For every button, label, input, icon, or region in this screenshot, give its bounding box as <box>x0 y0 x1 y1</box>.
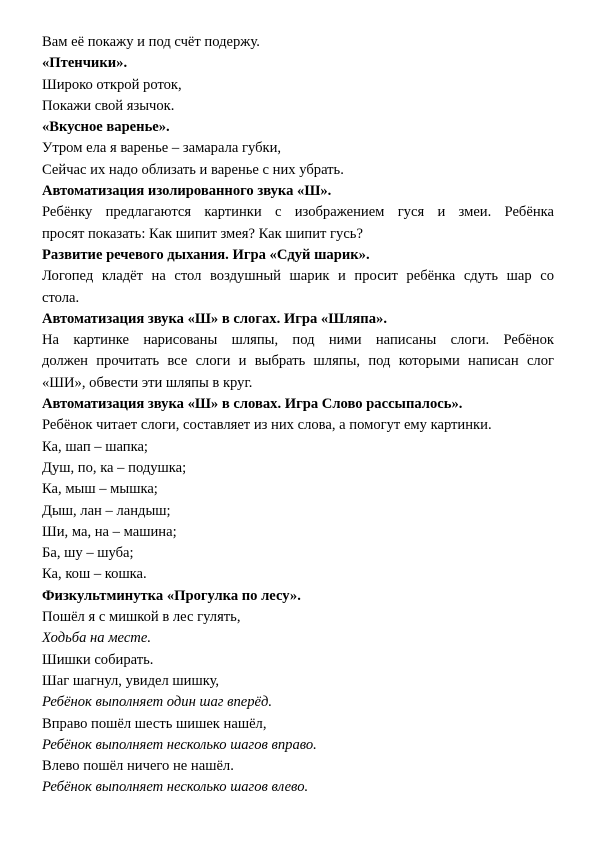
text-line: Сейчас их надо облизать и варенье с них убрать. <box>42 161 344 178</box>
word-item: Душ, по, ка – подушка; <box>42 459 187 476</box>
paragraph-line: должен прочитать все слоги и выбрать шляпы, под которыми написан слог <box>42 353 554 370</box>
instruction-line: Ребёнок выполняет несколько шагов вправо. <box>42 736 317 753</box>
word-item: Ба, шу – шуба; <box>42 545 134 562</box>
paragraph-line: Ребёнок читает слоги, составляет из них слова, а помогут ему картинки. <box>42 417 492 434</box>
instruction-line: Ходьба на месте. <box>42 630 151 647</box>
verse-line: Пошёл я с мишкой в лес гулять, <box>42 609 241 626</box>
word-item: Ши, ма, на – машина; <box>42 523 177 540</box>
word-item: Ка, шап – шапка; <box>42 438 148 455</box>
verse-line: Шаг шагнул, увидел шишку, <box>42 672 220 689</box>
paragraph-line: Логопед кладёт на стол воздушный шарик и просит ребёнка сдуть шар со <box>42 268 554 285</box>
instruction-line: Ребёнок выполняет один шаг вперёд. <box>42 694 273 711</box>
paragraph-line: просят показать: Как шипит змея? Как шипит гусь? <box>42 225 363 242</box>
text-line: Покажи свой язычок. <box>42 97 175 114</box>
heading-fizkultminutka: Физкультминутка «Прогулка по лесу». <box>42 587 301 604</box>
text-line: Широко открой роток, <box>42 76 182 93</box>
heading-izolirovannyi: Автоматизация изолированного звука «Ш». <box>42 183 332 200</box>
text-line: Вам её покажу и под счёт подержу. <box>42 34 260 50</box>
verse-line: Шишки собирать. <box>42 651 154 668</box>
word-item: Дыш, лан – ландыш; <box>42 502 171 519</box>
word-item: Ка, мыш – мышка; <box>42 481 158 498</box>
paragraph-line: На картинке нарисованы шляпы, под ними написаны слоги. Ребёнок <box>42 332 554 349</box>
paragraph-line: Ребёнку предлагаются картинки с изображением гуся и змеи. Ребёнка <box>42 204 554 221</box>
instruction-line: Ребёнок выполняет несколько шагов влево. <box>42 779 309 796</box>
text-line: Утром ела я варенье – замарала губки, <box>42 140 282 157</box>
heading-slogi: Автоматизация звука «Ш» в слогах. Игра «Шляпа». <box>42 310 387 327</box>
heading-slova: Автоматизация звука «Ш» в словах. Игра Слово рассыпалось». <box>42 396 463 413</box>
document-page <box>42 32 554 799</box>
verse-line: Влево пошёл ничего не нашёл. <box>42 758 234 775</box>
heading-varenie: «Вкусное варенье». <box>42 119 170 136</box>
verse-line: Вправо пошёл шесть шишек нашёл, <box>42 715 267 732</box>
paragraph-line: «ШИ», обвести эти шляпы в круг. <box>42 374 253 391</box>
heading-dyhanie: Развитие речевого дыхания. Игра «Сдуй шарик». <box>42 246 370 263</box>
word-item: Ка, кош – кошка. <box>42 566 147 583</box>
heading-ptenchiki: «Птенчики». <box>42 55 128 72</box>
paragraph-line: стола. <box>42 289 80 306</box>
